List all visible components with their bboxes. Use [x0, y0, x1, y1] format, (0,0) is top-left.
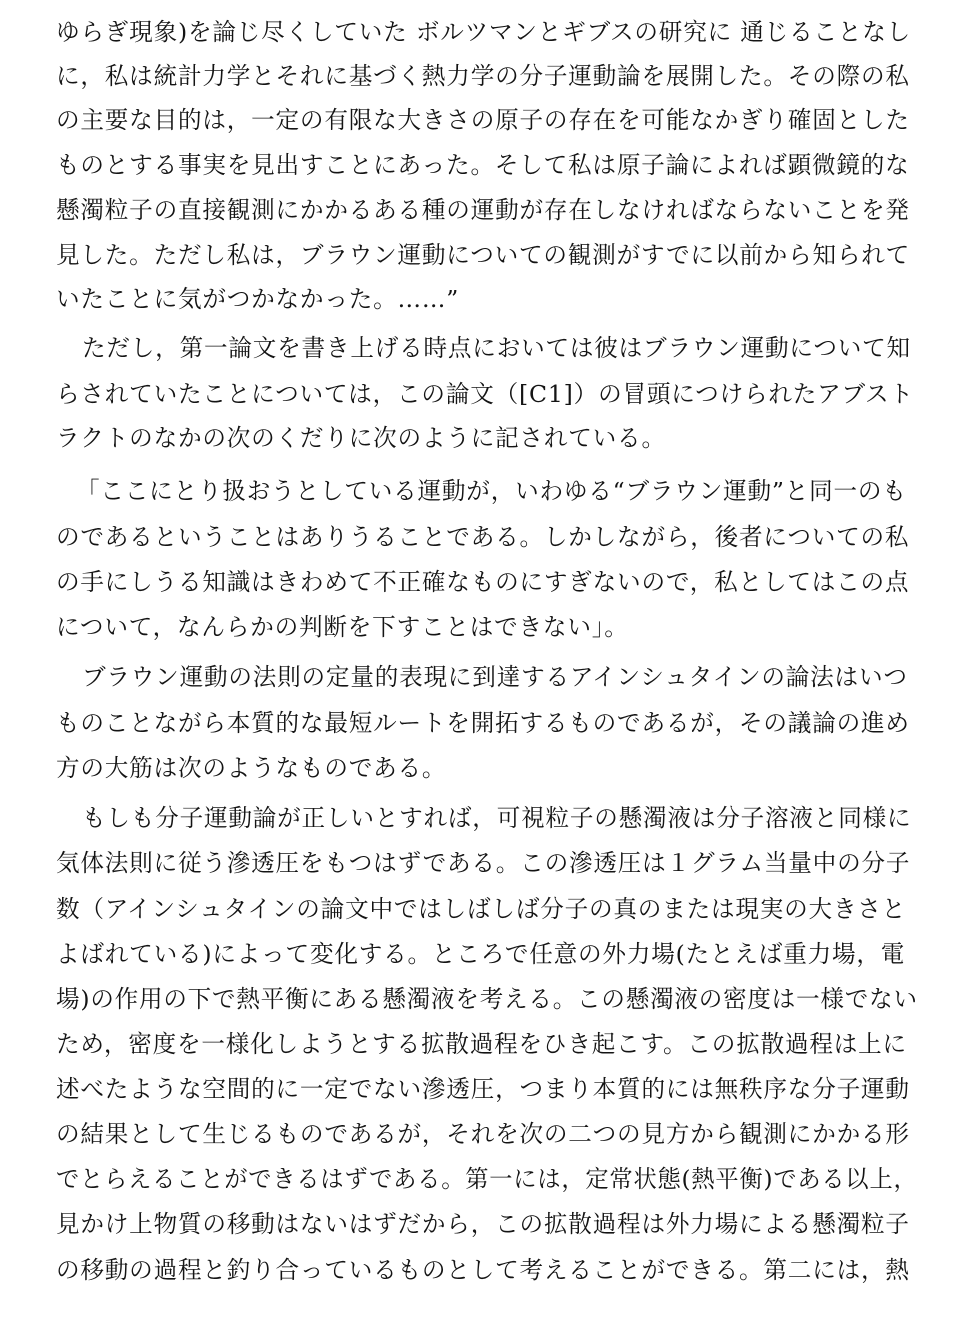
text-line: のであるということはありうることである。しかしながら，後者についての私	[56, 523, 910, 551]
text-line: 気体法則に従う滲透圧をもつはずである。この滲透圧は１グラム当量中の分子	[56, 849, 911, 877]
text-line: の手にしうる知識はきわめて不正確なものにすぎないので，私としてはこの点	[56, 568, 910, 596]
text-line: 見した。ただし私は，ブラウン運動についての観測がすでに以前から知られて	[56, 241, 911, 269]
text-line: ゆらぎ現象)を論じ尽くしていた ボルツマンとギブスの研究に 通じることなし	[56, 18, 912, 46]
text-line: 「ここにとり扱おうとしている運動が，いわゆる“ブラウン運動”と同一のも	[76, 477, 907, 505]
text-line: 数（アインシュタインの論文中ではしばしば分子の真のまたは現実の大きさと	[56, 895, 907, 923]
text-line: の結果として生じるものであるが，それを次の二つの見方から観測にかかる形	[56, 1120, 910, 1148]
text-line: いたことに気がつかなかった。……”	[56, 285, 460, 313]
text-line: ものことながら本質的な最短ルートを開拓するものであるが，その議論の進め	[56, 709, 910, 737]
text-line: の移動の過程と釣り合っているものとして考えることができる。第二には，熱	[56, 1256, 910, 1284]
text-line: 懸濁粒子の直接観測にかかるある種の運動が存在しなければならないことを発	[56, 196, 910, 224]
text-line: 方の大筋は次のようなものである。	[56, 754, 447, 782]
text-line: ブラウン運動の法則の定量的表現に到達するアインシュタインの論法はいつ	[82, 663, 908, 691]
text-line: 見かけ上物質の移動はないはずだから，この拡散過程は外力場による懸濁粒子	[56, 1210, 910, 1238]
text-line: ただし，第一論文を書き上げる時点においては彼はブラウン運動について知	[82, 334, 911, 362]
text-line: もしも分子運動論が正しいとすれば，可視粒子の懸濁液は分子溶液と同様に	[82, 804, 912, 832]
text-line: について，なんらかの判断を下すことはできない」。	[56, 613, 629, 641]
text-line: ため，密度を一様化しようとする拡散過程をひき起こす。この拡散過程は上に	[56, 1030, 907, 1058]
text-line: 述べたような空間的に一定でない滲透圧，つまり本質的には無秩序な分子運動	[56, 1075, 910, 1103]
text-line: ものとする事実を見出すことにあった。そして私は原子論によれば顕微鏡的な	[56, 151, 910, 179]
text-line: 場)の作用の下で熱平衡にある懸濁液を考える。この懸濁液の密度は一様でない	[56, 985, 918, 1013]
text-line: よばれている)によって変化する。ところで任意の外力場(たとえば重力場，電	[56, 940, 906, 968]
text-line: の主要な目的は，一定の有限な大きさの原子の存在を可能なかぎり確固とした	[56, 106, 910, 134]
text-line: に，私は統計力学とそれに基づく熱力学の分子運動論を展開した。その際の私	[56, 62, 910, 90]
text-line: らされていたことについては，この論文（[C1]）の冒頭につけられたアブスト	[56, 380, 914, 408]
text-line: でとらえることができるはずである。第一には，定常状態(熱平衡)である以上，	[56, 1165, 918, 1193]
text-line: ラクトのなかの次のくだりに次のように記されている。	[56, 424, 666, 452]
